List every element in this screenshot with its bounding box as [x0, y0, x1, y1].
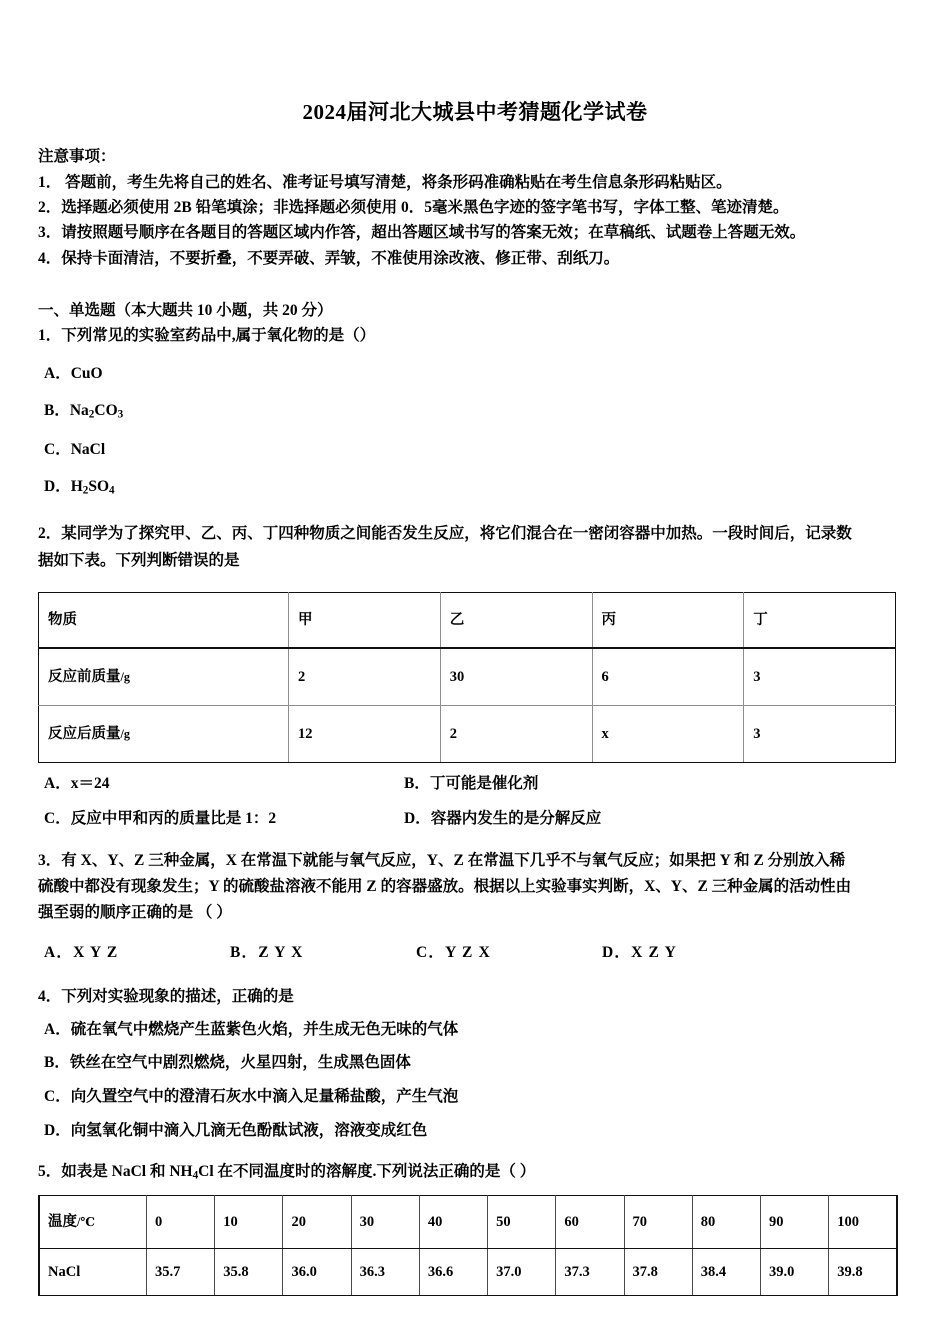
- question-3-option-b: [230, 941, 416, 966]
- cell-temperature: 50: [488, 1196, 556, 1249]
- cell-row-label: [39, 648, 289, 706]
- cell-value: 30: [440, 648, 592, 706]
- option-text: CuO: [70, 364, 103, 382]
- cell-row-label: 物质: [39, 593, 289, 649]
- cell-solubility: 35.8: [215, 1249, 283, 1296]
- cell-solubility: 37.0: [488, 1249, 556, 1296]
- cell-temperature: 40: [419, 1196, 487, 1249]
- question-3-option-d: [602, 941, 788, 966]
- option-text: 铁丝在空气中剧烈燃烧，火星四射，生成黑色固体: [69, 1054, 411, 1072]
- cell-solubility: 36.6: [419, 1249, 487, 1296]
- option-label: C．: [44, 810, 71, 828]
- option-text: 向久置空气中的澄清石灰水中滴入足量稀盐酸，产生气泡: [70, 1088, 459, 1106]
- option-text: 容器内发生的是分解反应: [430, 810, 602, 828]
- cell-temperature: 10: [215, 1196, 283, 1249]
- cell-value: 3: [744, 648, 896, 706]
- cell-row-label-temperature: [39, 1196, 147, 1249]
- option-text: 反应中甲和丙的质量比是 1：2: [70, 810, 277, 828]
- option-text: $H_2SO_4$: [70, 478, 115, 497]
- cell-value: 2: [289, 648, 441, 706]
- option-text: NaCl: [70, 440, 106, 458]
- cell-solubility: 36.3: [351, 1249, 419, 1296]
- cell-value: 12: [289, 706, 441, 763]
- question-1-stem: 1．下列常见的实验室药品中,属于氧化物的是（）: [38, 327, 376, 345]
- cell-solubility: 39.8: [829, 1249, 897, 1296]
- cell-temperature: 70: [624, 1196, 692, 1249]
- cell-substance-jia: 甲: [289, 593, 441, 649]
- question-5-stem-suffix: Cl 在不同温度时的溶解度.下列说法正确的是（ ）: [198, 1162, 536, 1180]
- cell-temperature: 90: [760, 1196, 828, 1249]
- question-2-option-c: [44, 807, 404, 832]
- option-text: $Na_2CO_3$: [69, 402, 124, 421]
- question-5-stem: [38, 1159, 912, 1185]
- cell-value: 6: [592, 648, 744, 706]
- option-label: C．: [44, 1088, 71, 1106]
- question-4-option-d: [44, 1119, 912, 1144]
- question-2-options-row-2: [44, 807, 912, 832]
- cell-temperature: 20: [283, 1196, 351, 1249]
- option-label: D．: [44, 1122, 71, 1139]
- question-3-stem-line-3: 强至弱的顺序正确的是 （ ）: [38, 903, 232, 921]
- table-row: [39, 1249, 897, 1296]
- option-label: D．: [44, 478, 71, 496]
- option-text: 丁可能是催化剂: [429, 775, 539, 793]
- notice-item-1: 1． 答题前，考生先将自己的姓名、准考证号填写清楚，将条形码准确粘贴在考生信息条形码粘贴区。: [38, 174, 732, 192]
- notice-item-4: 4．保持卡面清洁，不要折叠，不要弄破、弄皱，不准使用涂改液、修正带、刮纸刀。: [38, 249, 620, 267]
- option-text: x＝24: [70, 775, 110, 793]
- cell-solubility: 39.0: [760, 1249, 828, 1296]
- cell-value: 3: [744, 706, 896, 763]
- option-label: A．: [44, 943, 74, 961]
- cell-temperature: 80: [692, 1196, 760, 1249]
- option-text: 硫在氧气中燃烧产生蓝紫色火焰，并生成无色无味的气体: [70, 1020, 459, 1038]
- table-row-header: [39, 1196, 897, 1249]
- option-label: C．: [416, 943, 446, 961]
- option-label: B．: [44, 1054, 70, 1072]
- cell-substance-ding: 丁: [744, 593, 896, 649]
- question-4-stem: 4．下列对实验现象的描述，正确的是: [38, 987, 294, 1005]
- cell-solubility: 38.4: [692, 1249, 760, 1296]
- cell-substance-yi: 乙: [440, 593, 592, 649]
- cell-solubility: 37.3: [556, 1249, 624, 1296]
- row-label-unit: /℃: [77, 1214, 95, 1229]
- question-1-option-c: [44, 438, 912, 463]
- option-label: A．: [44, 775, 71, 793]
- question-2-option-b: [404, 772, 538, 797]
- question-1-option-b: [44, 399, 912, 424]
- option-label: D．: [602, 943, 632, 961]
- option-label: B．: [404, 775, 430, 793]
- row-label-text: 反应前质量: [48, 668, 121, 685]
- option-label: A．: [44, 1020, 71, 1038]
- question-4-option-c: [44, 1085, 912, 1110]
- notice-item-2: 2．选择题必须使用 2B 铅笔填涂；非选择题必须使用 0．5毫米黑色字迹的签字笔书写，字体工整、笔迹清楚。: [38, 199, 789, 217]
- section-heading-single-choice: 一、单选题（本大题共 10 小题，共 20 分）: [38, 301, 333, 319]
- question-1-option-d: [44, 475, 912, 500]
- option-label: B．: [230, 943, 259, 961]
- cell-row-label: [39, 706, 289, 763]
- cell-value: 2: [440, 706, 592, 763]
- option-text: X Z Y: [631, 943, 677, 961]
- cell-temperature: 60: [556, 1196, 624, 1249]
- page-title: 2024届河北大城县中考猜题化学试卷: [302, 100, 648, 124]
- option-label: C．: [44, 440, 71, 458]
- table-row-header: [39, 593, 896, 649]
- table-row: [39, 648, 896, 706]
- option-text: X Y Z: [73, 943, 119, 961]
- cell-temperature: 0: [147, 1196, 215, 1249]
- row-label-unit: /g: [120, 726, 130, 741]
- reaction-mass-table: [38, 592, 896, 763]
- question-3-stem-line-1: 3．有 X、Y、Z 三种金属，X 在常温下就能与氧气反应，Y、Z 在常温下几乎不与氧气反应；如果把 Y 和 Z 分别放入稀: [38, 852, 846, 870]
- cell-substance-nacl: NaCl: [39, 1249, 147, 1296]
- row-label-text: 反应后质量: [48, 725, 121, 742]
- solubility-table: [38, 1195, 898, 1296]
- option-label: A．: [44, 364, 71, 382]
- question-4-option-b: [44, 1051, 912, 1076]
- question-2-options-row-1: [44, 772, 912, 797]
- question-5-stem-prefix: 5．如表是 NaCl 和 NH: [38, 1162, 193, 1180]
- row-label-text: 温度: [48, 1213, 77, 1230]
- option-text: Z Y X: [258, 943, 304, 961]
- question-3-options-row: [44, 941, 912, 966]
- cell-solubility: 35.7: [147, 1249, 215, 1296]
- option-label: D．: [404, 810, 431, 828]
- cell-substance-bing: 丙: [592, 593, 744, 649]
- cell-value: x: [592, 706, 744, 763]
- question-5-stem-subscript: 4: [192, 1169, 199, 1182]
- question-2-option-d: [404, 807, 601, 832]
- option-text: 向氢氧化铜中滴入几滴无色酚酞试液，溶液变成红色: [70, 1122, 428, 1139]
- cell-temperature: 100: [829, 1196, 897, 1249]
- question-2-option-a: [44, 772, 404, 797]
- question-1-option-a: [44, 362, 912, 387]
- cell-temperature: 30: [351, 1196, 419, 1249]
- notice-heading: 注意事项：: [38, 148, 116, 166]
- question-3-option-a: [44, 941, 230, 966]
- question-2-stem-line-1: 2．某同学为了探究甲、乙、丙、丁四种物质之间能否发生反应，将它们混合在一密闭容器中加热。一段时间后，记录数: [38, 524, 852, 542]
- option-text: Y Z X: [445, 943, 491, 961]
- question-3-stem-line-2: 硫酸中都没有现象发生；Y 的硫酸盐溶液不能用 Z 的容器盛放。根据以上实验事实判断，X、Y、Z 三种金属的活动性由: [38, 877, 852, 895]
- row-label-unit: /g: [120, 669, 130, 684]
- notice-item-3: 3．请按照题号顺序在各题目的答题区域内作答，超出答题区域书写的答案无效；在草稿纸、试题卷上答题无效。: [38, 224, 806, 242]
- cell-solubility: 36.0: [283, 1249, 351, 1296]
- notice-block: [38, 145, 912, 270]
- question-2-stem-line-2: 据如下表。下列判断错误的是: [38, 551, 240, 569]
- option-label: B．: [44, 402, 70, 420]
- question-4-option-a: [44, 1018, 912, 1043]
- question-3-option-c: [416, 941, 602, 966]
- cell-solubility: 37.8: [624, 1249, 692, 1296]
- table-row: [39, 706, 896, 763]
